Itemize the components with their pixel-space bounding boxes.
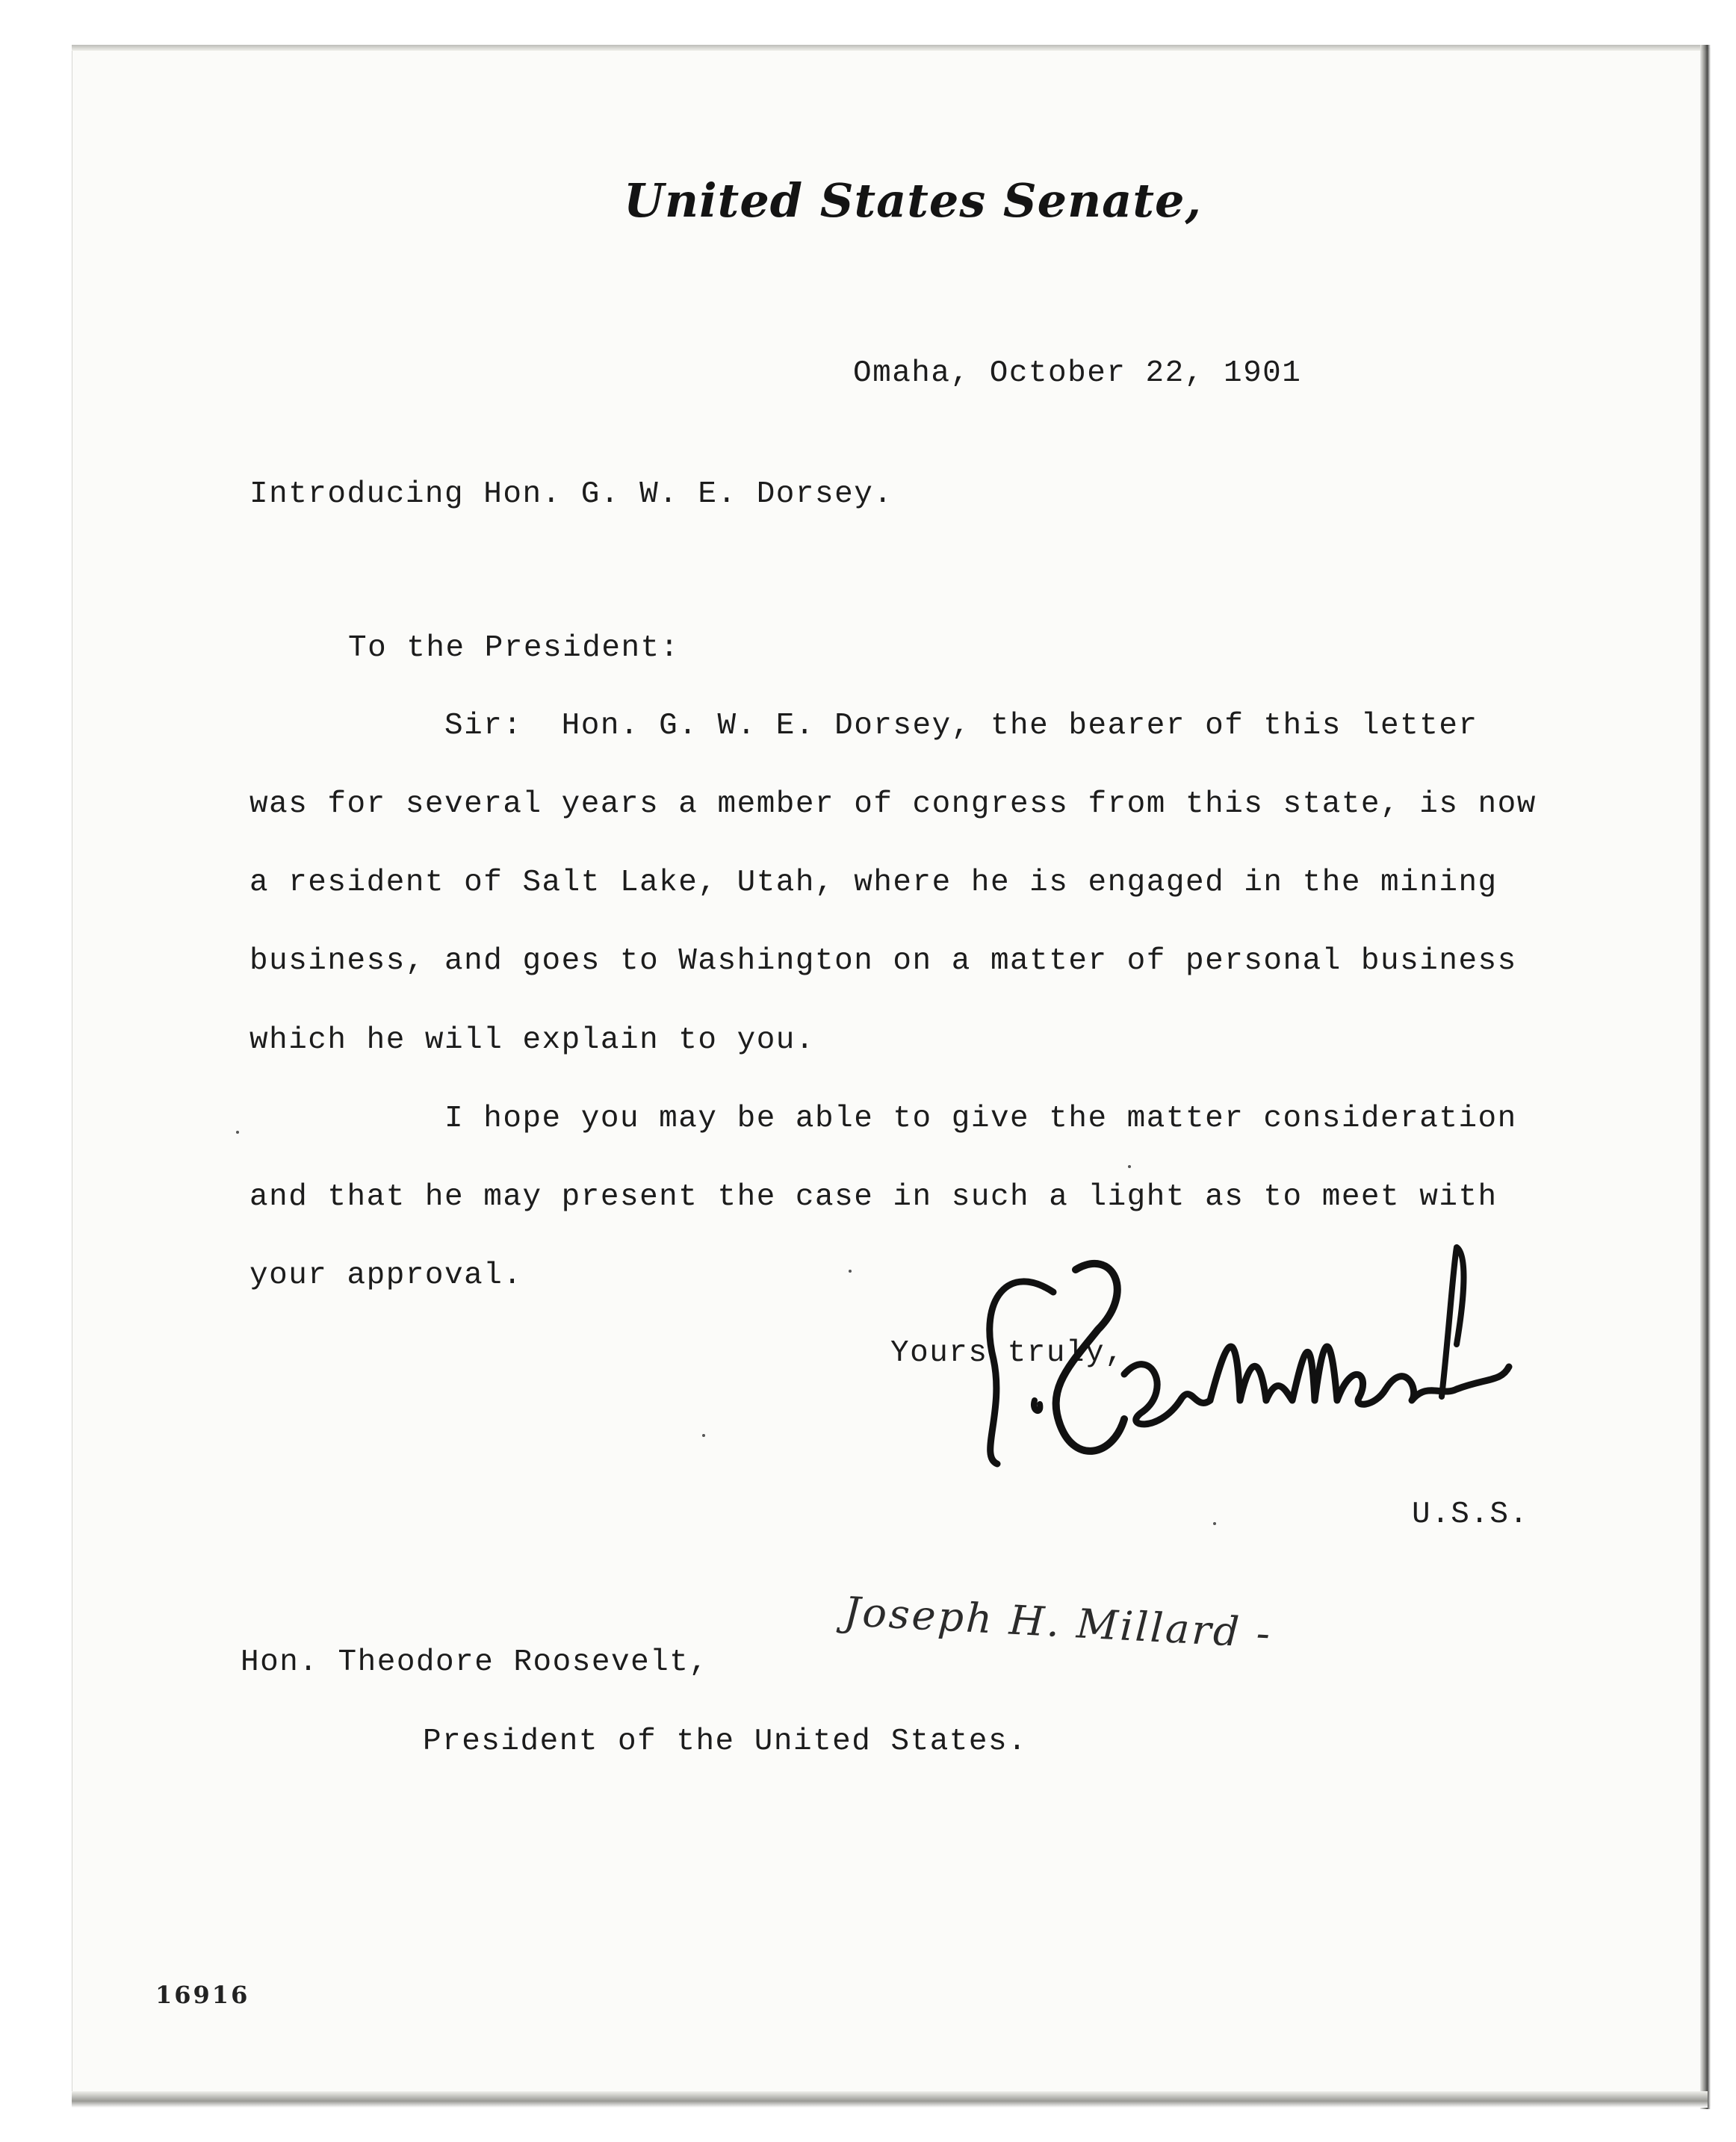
paper-speck xyxy=(236,1131,239,1134)
paper-speck xyxy=(1128,1165,1131,1168)
paper-speck xyxy=(1213,1522,1216,1525)
body-line: was for several years a member of congress from this state, is now xyxy=(249,787,1537,822)
body-line: Sir: Hon. G. W. E. Dorsey, the bearer of this letter xyxy=(249,709,1478,743)
subject-line: Introducing Hon. G. W. E. Dorsey. xyxy=(249,477,893,512)
closing: Yours truly, xyxy=(890,1336,1125,1370)
salutation: To the President: xyxy=(348,631,680,665)
title-suffix: U.S.S. xyxy=(1412,1497,1529,1532)
body-line: which he will explain to you. xyxy=(249,1023,816,1058)
page-bottom-edge xyxy=(72,2091,1708,2108)
recipient-name: Hon. Theodore Roosevelt, xyxy=(241,1645,709,1680)
handwritten-name: Joseph H. Millard - xyxy=(843,1588,1274,1657)
recipient-title: President of the United States. xyxy=(423,1725,1028,1759)
paper-speck xyxy=(849,1270,852,1273)
page-right-edge xyxy=(1700,45,1711,2109)
body-line: your approval. xyxy=(249,1258,523,1293)
signature xyxy=(964,1240,1516,1494)
paper-speck xyxy=(702,1434,705,1437)
senate-letterhead: United States Senate, xyxy=(623,173,1203,228)
date-line: Omaha, October 22, 1901 xyxy=(853,356,1302,391)
body-line: a resident of Salt Lake, Utah, where he is engaged in the mining xyxy=(249,866,1498,900)
body-line: business, and goes to Washington on a matter of personal business xyxy=(249,944,1517,978)
body-line: I hope you may be able to give the matter consideration xyxy=(249,1102,1517,1136)
body-line: and that he may present the case in such a light as to meet with xyxy=(249,1180,1498,1214)
page-top-edge xyxy=(72,45,1708,51)
document-number: 16916 xyxy=(155,1981,250,2009)
